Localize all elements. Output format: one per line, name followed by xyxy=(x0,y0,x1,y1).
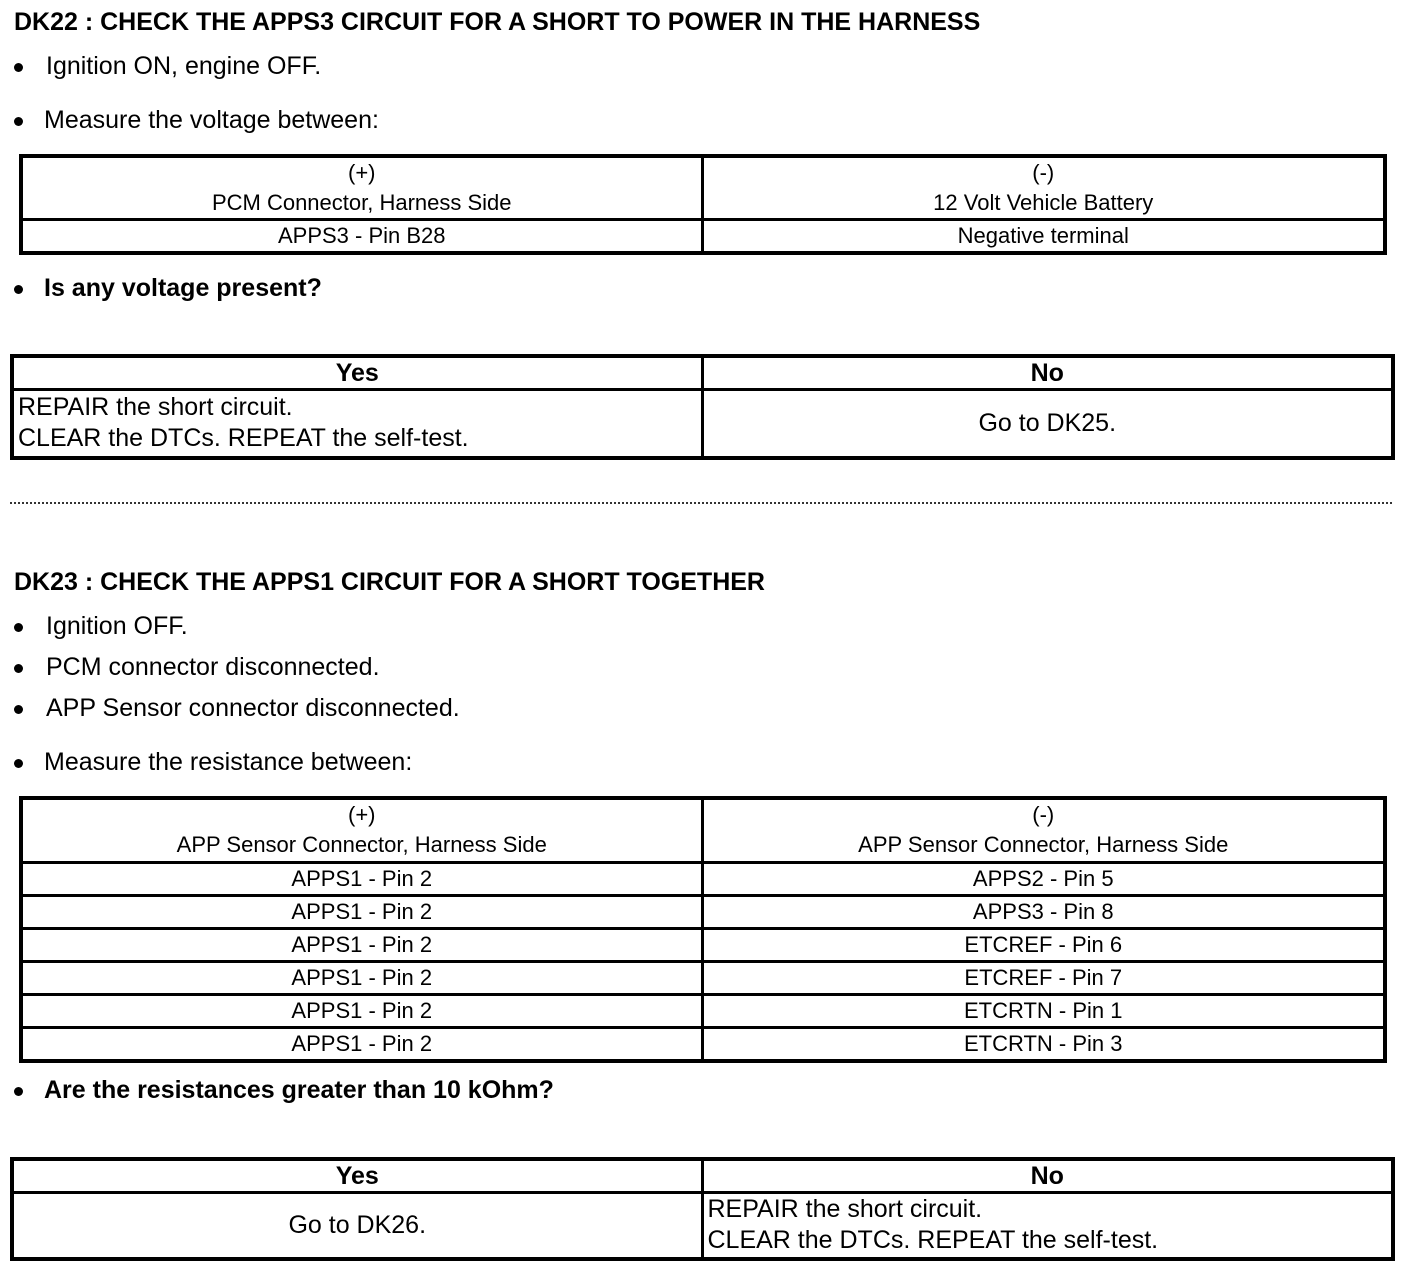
dk23-answer-row xyxy=(12,1193,1393,1259)
dk23-step-1-text: Ignition OFF. xyxy=(46,612,188,640)
neg-label: APP Sensor Connector, Harness Side xyxy=(858,832,1229,858)
bullet-icon xyxy=(14,117,23,126)
table-cell: APPS3 - Pin B28 xyxy=(21,220,702,254)
no-action-line-2: CLEAR the DTCs. REPEAT the self-test. xyxy=(707,1226,1159,1255)
table-cell: APPS1 - Pin 2 xyxy=(21,895,702,928)
bullet-icon xyxy=(14,1087,23,1096)
dk22-question-text: Is any voltage present? xyxy=(44,274,322,302)
dk22-answer-header-row xyxy=(12,356,1393,390)
dk22-step-2-text: Measure the voltage between: xyxy=(44,106,379,134)
table-cell: ETCREF - Pin 6 xyxy=(702,928,1385,961)
no-action xyxy=(702,1193,1393,1259)
dk22-measure-header-row xyxy=(21,156,1385,220)
bullet-icon xyxy=(14,285,23,294)
no-action-line-1: REPAIR the short circuit. xyxy=(707,1195,983,1224)
neg-label: 12 Volt Vehicle Battery xyxy=(933,190,1154,215)
table-row xyxy=(21,895,1385,928)
yes-action xyxy=(12,390,702,458)
dk23-measure-pos-header xyxy=(21,798,702,862)
table-row xyxy=(21,928,1385,961)
dk23-step-3-text: APP Sensor connector disconnected. xyxy=(46,694,460,722)
bullet-icon xyxy=(14,623,23,632)
dk23-answer-table xyxy=(10,1157,1395,1261)
no-header: No xyxy=(702,1159,1393,1193)
pos-symbol: (+) xyxy=(348,160,376,185)
yes-action-line-1: REPAIR the short circuit. xyxy=(18,393,293,422)
dk22-measure-neg-header xyxy=(702,156,1385,220)
bullet-icon xyxy=(14,63,23,72)
table-row xyxy=(21,994,1385,1027)
table-cell: APPS1 - Pin 2 xyxy=(21,994,702,1027)
yes-action: Go to DK26. xyxy=(12,1193,702,1259)
dk23-step-4-text: Measure the resistance between: xyxy=(44,748,413,776)
pos-symbol: (+) xyxy=(348,802,376,828)
dk23-measure-neg-header xyxy=(702,798,1385,862)
table-cell: ETCRTN - Pin 3 xyxy=(702,1027,1385,1061)
table-cell: APPS1 - Pin 2 xyxy=(21,862,702,895)
no-action: Go to DK25. xyxy=(702,390,1393,458)
dk22-measure-table xyxy=(19,154,1387,255)
table-cell: ETCRTN - Pin 1 xyxy=(702,994,1385,1027)
pos-label: APP Sensor Connector, Harness Side xyxy=(176,832,547,858)
yes-action-line-2: CLEAR the DTCs. REPEAT the self-test. xyxy=(18,424,469,453)
dk23-question-text: Are the resistances greater than 10 kOhm? xyxy=(44,1076,554,1104)
table-cell: ETCREF - Pin 7 xyxy=(702,961,1385,994)
dk22-answer-row xyxy=(12,390,1393,458)
neg-symbol: (-) xyxy=(1032,802,1055,828)
neg-symbol: (-) xyxy=(1032,160,1055,185)
dk23-measure-table xyxy=(19,796,1387,1063)
table-row xyxy=(21,961,1385,994)
dk22-answer-table xyxy=(10,354,1395,460)
bullet-icon xyxy=(14,759,23,768)
table-cell: APPS1 - Pin 2 xyxy=(21,928,702,961)
table-cell: APPS1 - Pin 2 xyxy=(21,961,702,994)
table-cell: APPS3 - Pin 8 xyxy=(702,895,1385,928)
no-header: No xyxy=(702,356,1393,390)
dk23-heading: DK23 : CHECK THE APPS1 CIRCUIT FOR A SHORT TOGETHER xyxy=(14,568,765,596)
bullet-icon xyxy=(14,705,23,714)
section-divider xyxy=(10,502,1392,504)
dk22-step-1-text: Ignition ON, engine OFF. xyxy=(46,52,322,80)
table-row xyxy=(21,1027,1385,1061)
table-cell: APPS1 - Pin 2 xyxy=(21,1027,702,1061)
table-cell: Negative terminal xyxy=(702,220,1385,254)
dk22-measure-pos-header xyxy=(21,156,702,220)
table-cell: APPS2 - Pin 5 xyxy=(702,862,1385,895)
bullet-icon xyxy=(14,664,23,673)
pos-label: PCM Connector, Harness Side xyxy=(211,190,512,215)
dk23-answer-header-row xyxy=(12,1159,1393,1193)
dk23-measure-header-row xyxy=(21,798,1385,862)
table-row xyxy=(21,220,1385,254)
table-row xyxy=(21,862,1385,895)
dk23-step-2-text: PCM connector disconnected. xyxy=(46,653,380,681)
yes-header: Yes xyxy=(12,356,702,390)
dk22-heading: DK22 : CHECK THE APPS3 CIRCUIT FOR A SHORT TO POWER IN THE HARNESS xyxy=(14,8,981,36)
yes-header: Yes xyxy=(12,1159,702,1193)
